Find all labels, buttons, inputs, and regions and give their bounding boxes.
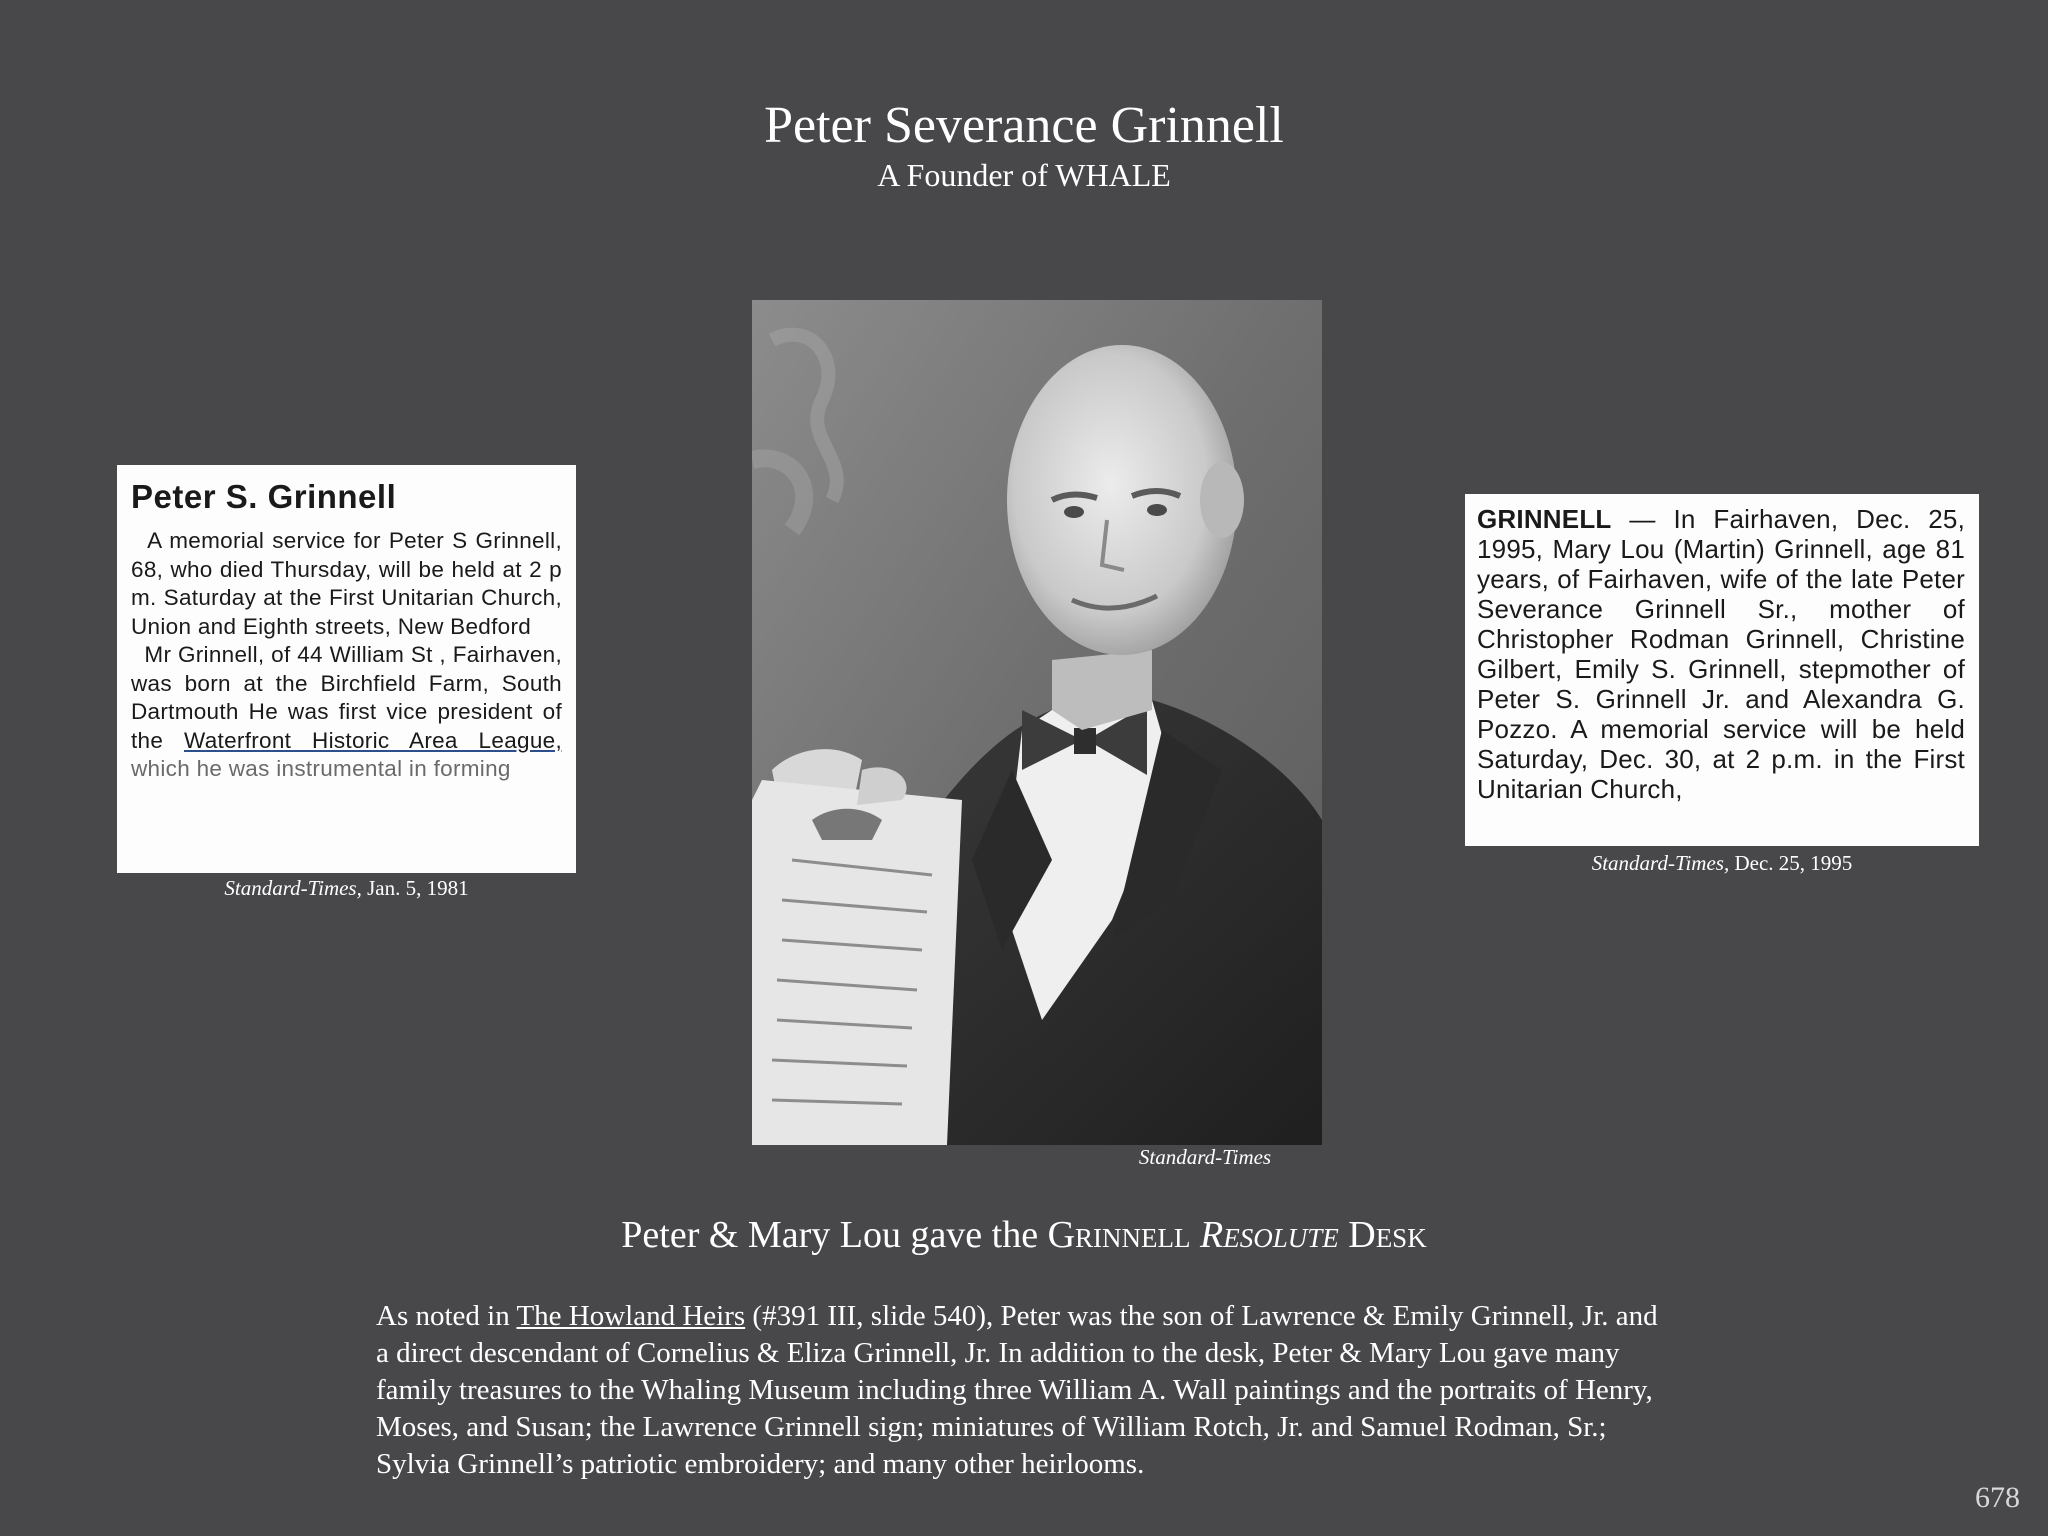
clipping-left-text-3: which he was instrumental in forming <box>131 756 511 781</box>
howland-heirs-link[interactable]: The Howland Heirs <box>516 1300 746 1332</box>
paragraph-body: (#391 III, slide 540), Peter was the son of Lawrence & Emily Grinnell, Jr. and a direct descendant of Cornelius & Eliza Grinnell, Jr. In addition to the desk, Peter & Mary Lou gave many family treasures to the Whaling Museum including three William A. Wall paintings and the portraits of Henry, Moses, and Susan; the Lawrence Grinnell sign; miniatures of William Rotch, Jr. and Samuel Rodman, Sr.; Sylvia Grinnell’s patriotic embroidery; and many other heirlooms. <box>376 1300 1658 1480</box>
clipping-left-caption-source: Standard-Times, <box>224 876 362 900</box>
desk-heading-grinnell: Grinnell <box>1047 1214 1201 1256</box>
clipping-right-surname: GRINNELL <box>1477 504 1612 534</box>
desk-heading <box>0 1212 2048 1258</box>
clipping-right-text <box>1477 504 1965 804</box>
paragraph-lead: As noted in <box>376 1300 517 1332</box>
clipping-right-caption-date: Dec. 25, 1995 <box>1729 851 1853 875</box>
photo-caption-source: Standard-Times <box>1138 1145 1272 1169</box>
clipping-left-caption-date: Jan. 5, 1981 <box>361 876 469 900</box>
clipping-left-underlined: Waterfront Historic Area League, <box>184 727 562 753</box>
slide-subtitle: A Founder of WHALE <box>877 157 1171 193</box>
portrait-photo <box>752 300 1322 1145</box>
clipping-left-text-2: Mr Grinnell, of 44 William St , Fairhaven, was born at the Birchfield Farm, South Dartmouth He was first vice president of the <box>131 642 562 753</box>
desk-heading-resolute: Resolute <box>1200 1214 1339 1256</box>
clipping-right-body: — In Fairhaven, Dec. 25, 1995, Mary Lou (Martin) Grinnell, age 81 years, of Fairhaven, wife of the late Peter Severance Grinnell Sr., mother of Christopher Rodman Grinnell, Christine Gilbert, Emily S. Grinnell, stepmother of Peter S. Grinnell Jr. and Alexandra G. Pozzo. A memorial service will be held Saturday, Dec. 30, at 2 p.m. in the First Unitarian Church, <box>1477 504 1965 804</box>
desk-heading-desk: Desk <box>1338 1214 1427 1256</box>
portrait-illustration <box>752 300 1322 1145</box>
clipping-right-caption-source: Standard-Times, <box>1591 851 1730 875</box>
slide-title: Peter Severance Grinnell <box>764 97 1284 154</box>
clipping-left <box>117 465 576 873</box>
description-paragraph <box>376 1298 1676 1483</box>
photo-caption <box>1100 1144 1310 1170</box>
clipping-left-text <box>131 527 562 784</box>
clipping-right <box>1465 494 1979 846</box>
clipping-left-text-1: A memorial service for Peter S Grinnell, 68, who died Thursday, will be held at 2 p m. Saturday at the First Unitarian Church, Union and Eighth streets, New Bedford <box>131 528 562 639</box>
page-number: 678 <box>1975 1481 2020 1514</box>
desk-heading-part-1: Peter & Mary Lou gave the <box>621 1214 1048 1256</box>
clipping-left-caption <box>117 875 576 901</box>
clipping-left-headline: Peter S. Grinnell <box>131 478 397 515</box>
clipping-right-caption <box>1465 850 1979 876</box>
